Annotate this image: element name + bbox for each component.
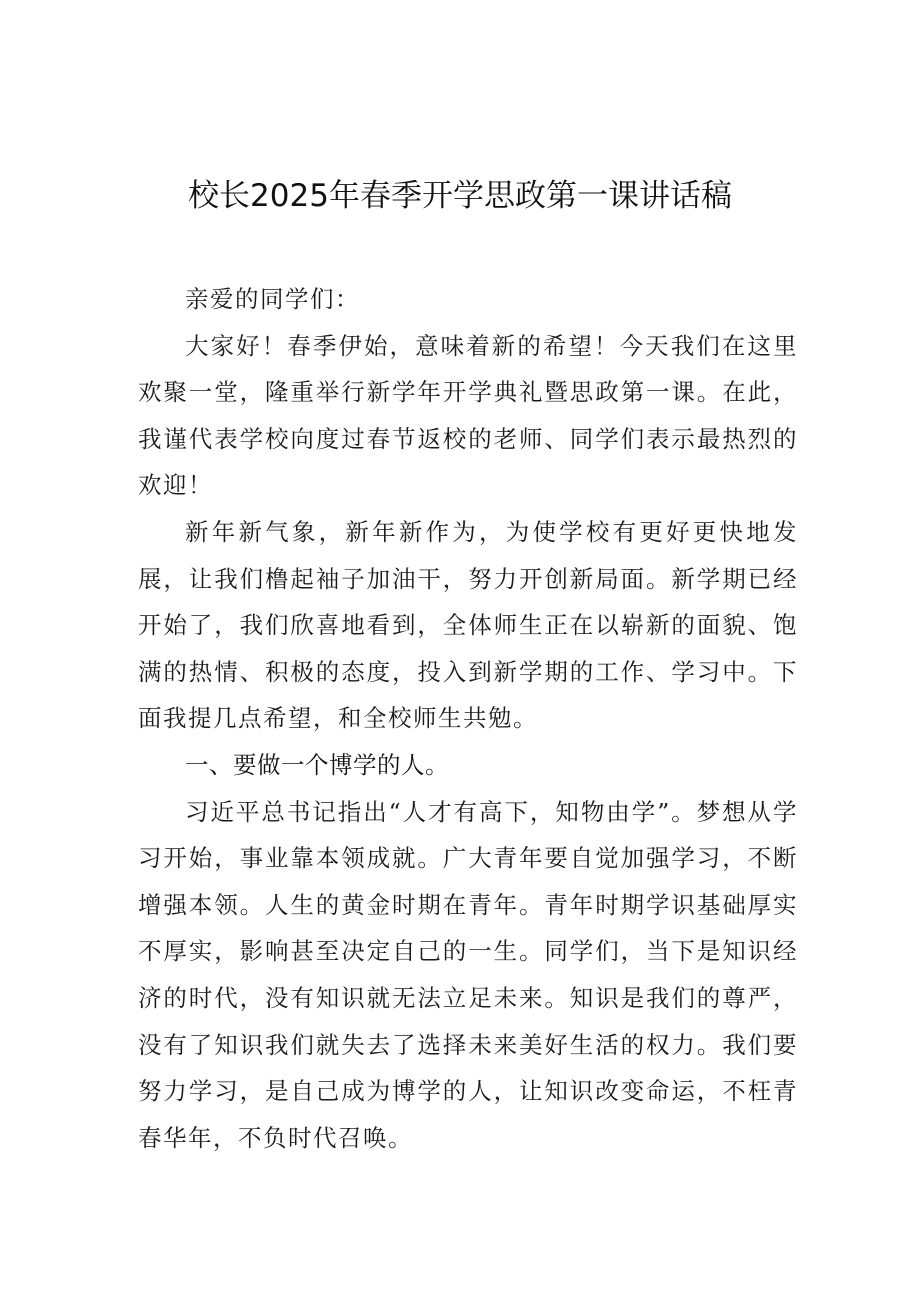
paragraph-greeting: 大家好！春季伊始，意味着新的希望！今天我们在这里欢聚一堂，隆重举行新学年开学典礼暨思政第一课。在此，我谨代表学校向度过春节返校的老师、同学们表示最热烈的欢迎！ xyxy=(138,331,798,500)
document-body xyxy=(138,276,798,1161)
section-heading: 一、要做一个博学的人。 xyxy=(185,750,449,779)
document-title: 校长2025年春季开学思政第一课讲话稿 xyxy=(188,178,732,214)
salutation: 亲爱的同学们： xyxy=(185,285,360,313)
paragraph-new-year: 新年新气象，新年新作为，为使学校有更好更快地发展，让我们橹起袖子加油干，努力开创新局面。新学期已经开始了，我们欣喜地看到，全体师生正在以崭新的面貌、饱满的热情、积极的态度，投入到新学期的工作、学习中。下面我提几点希望，和全校师生共勉。 xyxy=(138,517,798,733)
paragraph-learning: 习近平总书记指出“人才有高下，知物由学”。梦想从学习开始，事业靠本领成就。广大青年要自觉加强学习，不断增强本领。人生的黄金时期在青年。青年时期学识基础厚实不厚实，影响甚至决定自己的一生。同学们，当下是知识经济的时代，没有知识就无法立足未来。知识是我们的尊严，没有了知识我们就失去了选择未来美好生活的权力。我们要努力学习，是自己成为博学的人，让知识改变命运，不枉青春华年，不负时代召唤。 xyxy=(138,797,798,1152)
